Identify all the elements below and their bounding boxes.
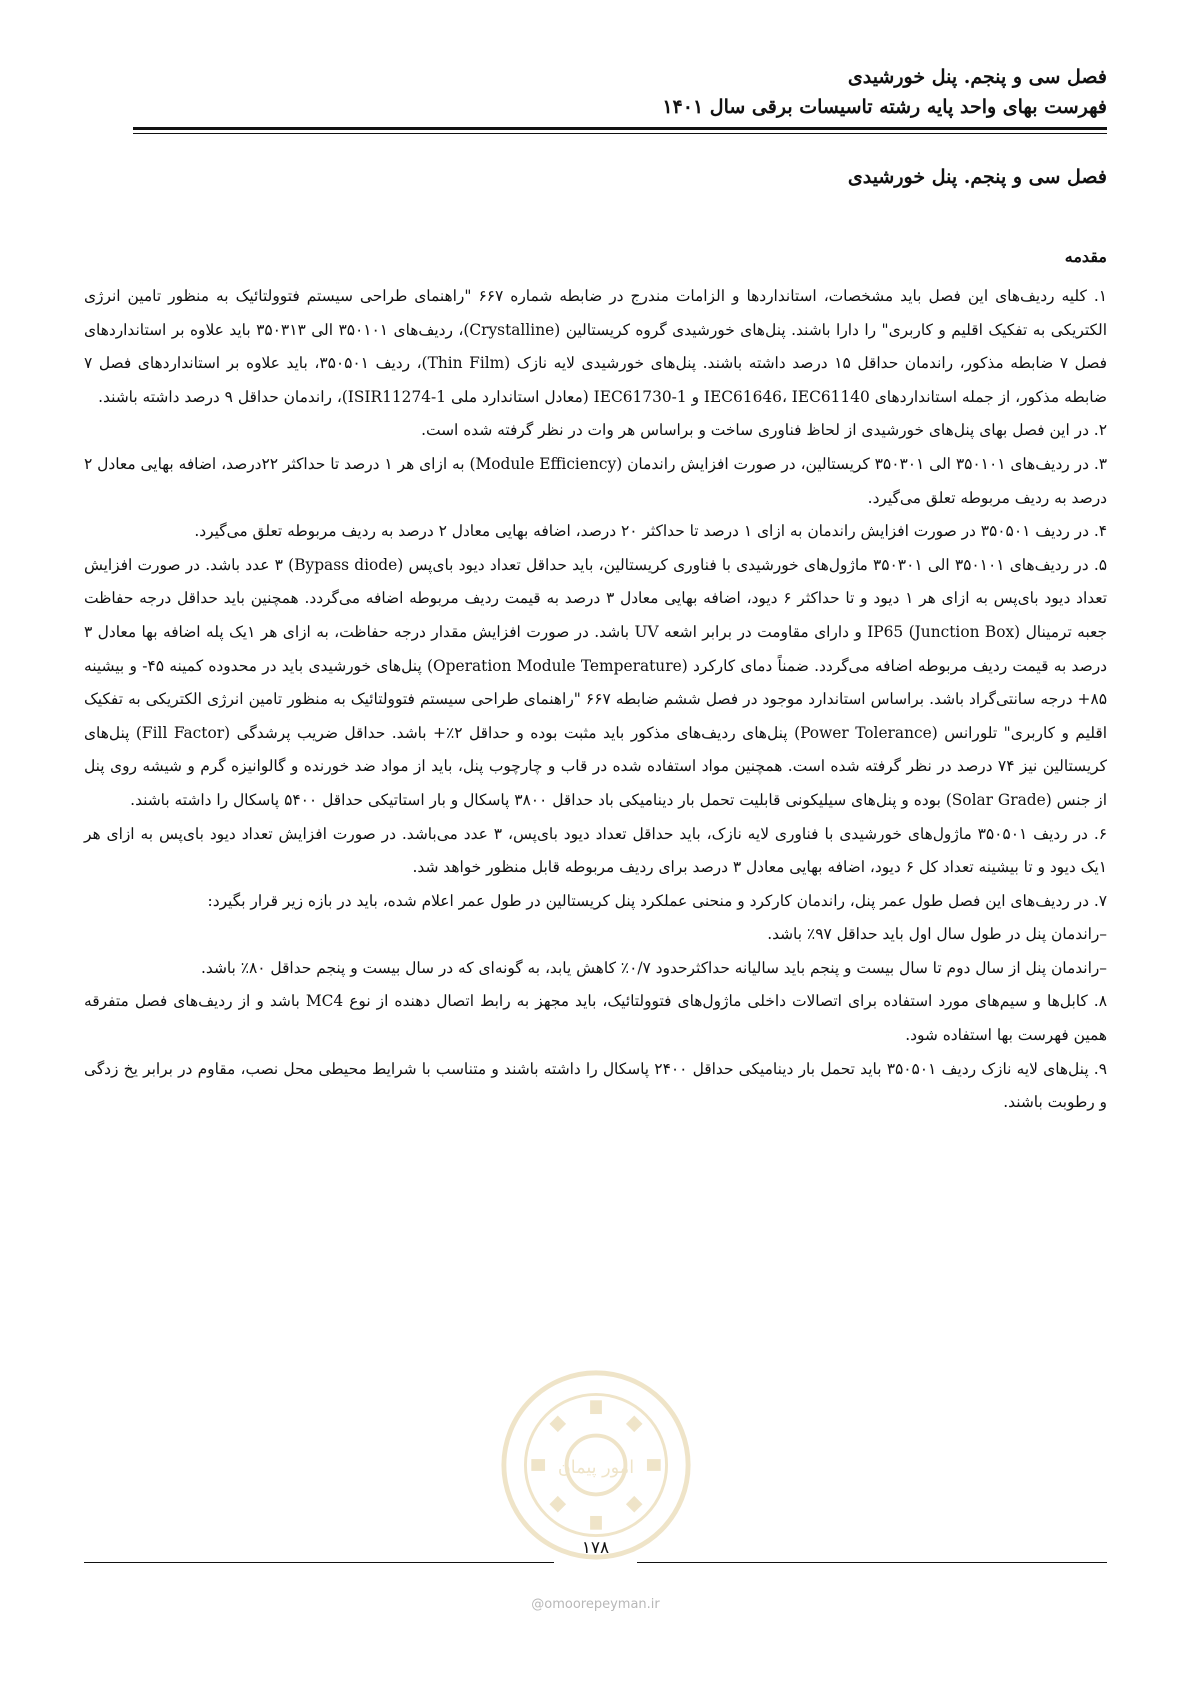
paragraph-7-item-2: –راندمان پنل از سال دوم تا سال بیست و پنجم باید سالیانه حداکثرحدود ۰/۷٪ کاهش یابد، به گونه‌ای که در سال بیست و پنجم حداقل ۸۰٪ باشد. xyxy=(200,958,1107,977)
paragraph-9: ۹. پنل‌های لایه نازک ردیف ۳۵۰۵۰۱ باید تحمل بار دینامیکی حداقل ۲۴۰۰ پاسکال را داشته باشند و متناسب با شرایط محیطی محل نصب، مقاوم در برابر یخ زدگی و رطوبت باشند. xyxy=(84,1059,1107,1112)
paragraph-7-item-1: –راندمان پنل در طول سال اول باید حداقل ۹۷٪ باشد. xyxy=(767,925,1107,944)
header-chapter-title: فصل سی و پنجم. پنل خورشیدی xyxy=(847,66,1107,88)
footer-rule-left xyxy=(84,1562,554,1563)
paragraph-4: ۴. در ردیف ۳۵۰۵۰۱ در صورت افزایش راندمان به ازای ۱ درصد تا حداکثر ۲۰ درصد، اضافه بهایی معادل ۲ درصد به ردیف مربوطه تعلق می‌گیرد. xyxy=(194,522,1107,541)
document-body xyxy=(84,280,1107,1120)
paragraph-2: ۲. در این فصل بهای پنل‌های خورشیدی از لحاظ فناوری ساخت و براساس هر وات در نظر گرفته شده است. xyxy=(421,421,1107,440)
page-header xyxy=(133,62,1107,122)
seal-watermark-icon xyxy=(498,1367,694,1563)
svg-text:امور پیمان: امور پیمان xyxy=(557,1457,635,1478)
paragraph-8: ۸. کابل‌ها و سیم‌های مورد استفاده برای اتصالات داخلی ماژول‌های فتوولتائیک، باید مجهز به رابط اتصال دهنده از نوع MC4 باشد و از ردیف‌های فصل متفرقه همین فهرست بها استفاده شود. xyxy=(84,992,1107,1045)
section-title: فصل سی و پنجم. پنل خورشیدی xyxy=(847,166,1107,188)
intro-heading: مقدمه xyxy=(1064,247,1107,266)
page-number: ۱۷۸ xyxy=(581,1538,610,1558)
paragraph-5: ۵. در ردیف‌های ۳۵۰۱۰۱ الی ۳۵۰۳۰۱ ماژول‌های خورشیدی با فناوری کریستالین، باید حداقل تعداد دیود بای‌پس (Bypass diode) ۳ عدد باشد. در صورت افزایش تعداد دیود بای‌پس به ازای هر ۱ دیود و تا حداکثر ۶ دیود، اضافه بهایی معادل ۳ درصد به قیمت ردیف مربوطه اضافه می‌گردد. همچنین باید حداقل درجه حفاظت جعبه ترمینال IP65 (Junction Box) و دارای مقاومت در برابر اشعه UV باشد. در صورت افزایش مقدار درجه حفاظت، به ازای هر ۱یک پله اضافه بها معادل ۳ درصد به قیمت ردیف مربوطه اضافه می‌گردد. ضمناً دمای کارکرد (Operation Module Temperature) پنل‌های خورشیدی باید در محدوده کمینه ۴۵- و بیشینه ۸۵+ درجه سانتی‌گراد باشد. براساس استاندارد موجود در فصل ششم ضابطه ۶۶۷ "راهنمای طراحی سیستم فتوولتائیک به منظور تامین انرژی الکتریکی به تفکیک اقلیم و کاربری" تلورانس (Power Tolerance) پنل‌های ردیف‌های مذکور باید مثبت بوده و حداقل ۲٪+ باشد. حداقل ضریب پرشدگی (Fill Factor) پنل‌های کریستالین نیز ۷۴ درصد در نظر گرفته شده است. همچنین مواد استفاده شده در قاب و چارچوب پنل، باید از مواد ضد خورنده و گالوانیزه گرم و شیشه روی پنل از جنس (Solar Grade) بوده و پنل‌های سیلیکونی قابلیت تحمل بار دینامیکی باد حداقل ۳۸۰۰ پاسکال و بار استاتیکی حداقل ۵۴۰۰ پاسکال را داشته باشند. xyxy=(84,555,1108,809)
footer-website-link[interactable]: @omoorepeyman.ir xyxy=(531,1597,660,1612)
paragraph-3: ۳. در ردیف‌های ۳۵۰۱۰۱ الی ۳۵۰۳۰۱ کریستالین، در صورت افزایش راندمان (Module Efficiency) به ازای هر ۱ درصد تا حداکثر ۲۲درصد، اضافه بهایی معادل ۲ درصد به ردیف مربوطه تعلق می‌گیرد. xyxy=(84,454,1108,507)
header-catalog-title: فهرست بهای واحد پایه رشته تاسیسات برقی سال ۱۴۰۱ xyxy=(662,96,1107,118)
footer-rule-right xyxy=(637,1562,1107,1563)
header-rule-thick xyxy=(133,127,1107,130)
paragraph-1: ۱. کلیه ردیف‌های این فصل باید مشخصات، استانداردها و الزامات مندرج در ضابطه شماره ۶۶۷ "راهنمای طراحی سیستم فتوولتائیک به منظور تامین انرژی الکتریکی به تفکیک اقلیم و کاربری" را دارا باشند. پنل‌های خورشیدی گروه کریستالین (Crystalline)، ردیف‌های ۳۵۰۱۰۱ الی ۳۵۰۳۱۳ باید علاوه بر استانداردهای فصل ۷ ضابطه مذکور، راندمان حداقل ۱۵ درصد داشته باشند. پنل‌های خورشیدی لایه نازک (Thin Film)، ردیف ۳۵۰۵۰۱، باید علاوه بر استانداردهای فصل ۷ ضابطه مذکور، از جمله استانداردهای IEC61646، IEC61140 و IEC61730-1 (معادل استاندارد ملی ISIR11274-1)، راندمان حداقل ۹ درصد داشته باشند. xyxy=(84,287,1108,406)
paragraph-6: ۶. در ردیف ۳۵۰۵۰۱ ماژول‌های خورشیدی با فناوری لایه نازک، باید حداقل تعداد دیود بای‌پس، ۳ عدد می‌باشد. در صورت افزایش تعداد دیود بای‌پس به ازای هر ۱یک دیود و تا بیشینه تعداد کل ۶ دیود، اضافه بهایی معادل ۳ درصد برای ردیف مربوطه قابل منظور خواهد شد. xyxy=(84,824,1107,877)
paragraph-7: ۷. در ردیف‌های این فصل طول عمر پنل، راندمان کارکرد و منحنی عملکرد پنل کریستالین در طول عمر اعلام شده، باید در بازه زیر قرار بگیرد: xyxy=(207,891,1107,910)
header-rule-thin xyxy=(133,133,1107,134)
